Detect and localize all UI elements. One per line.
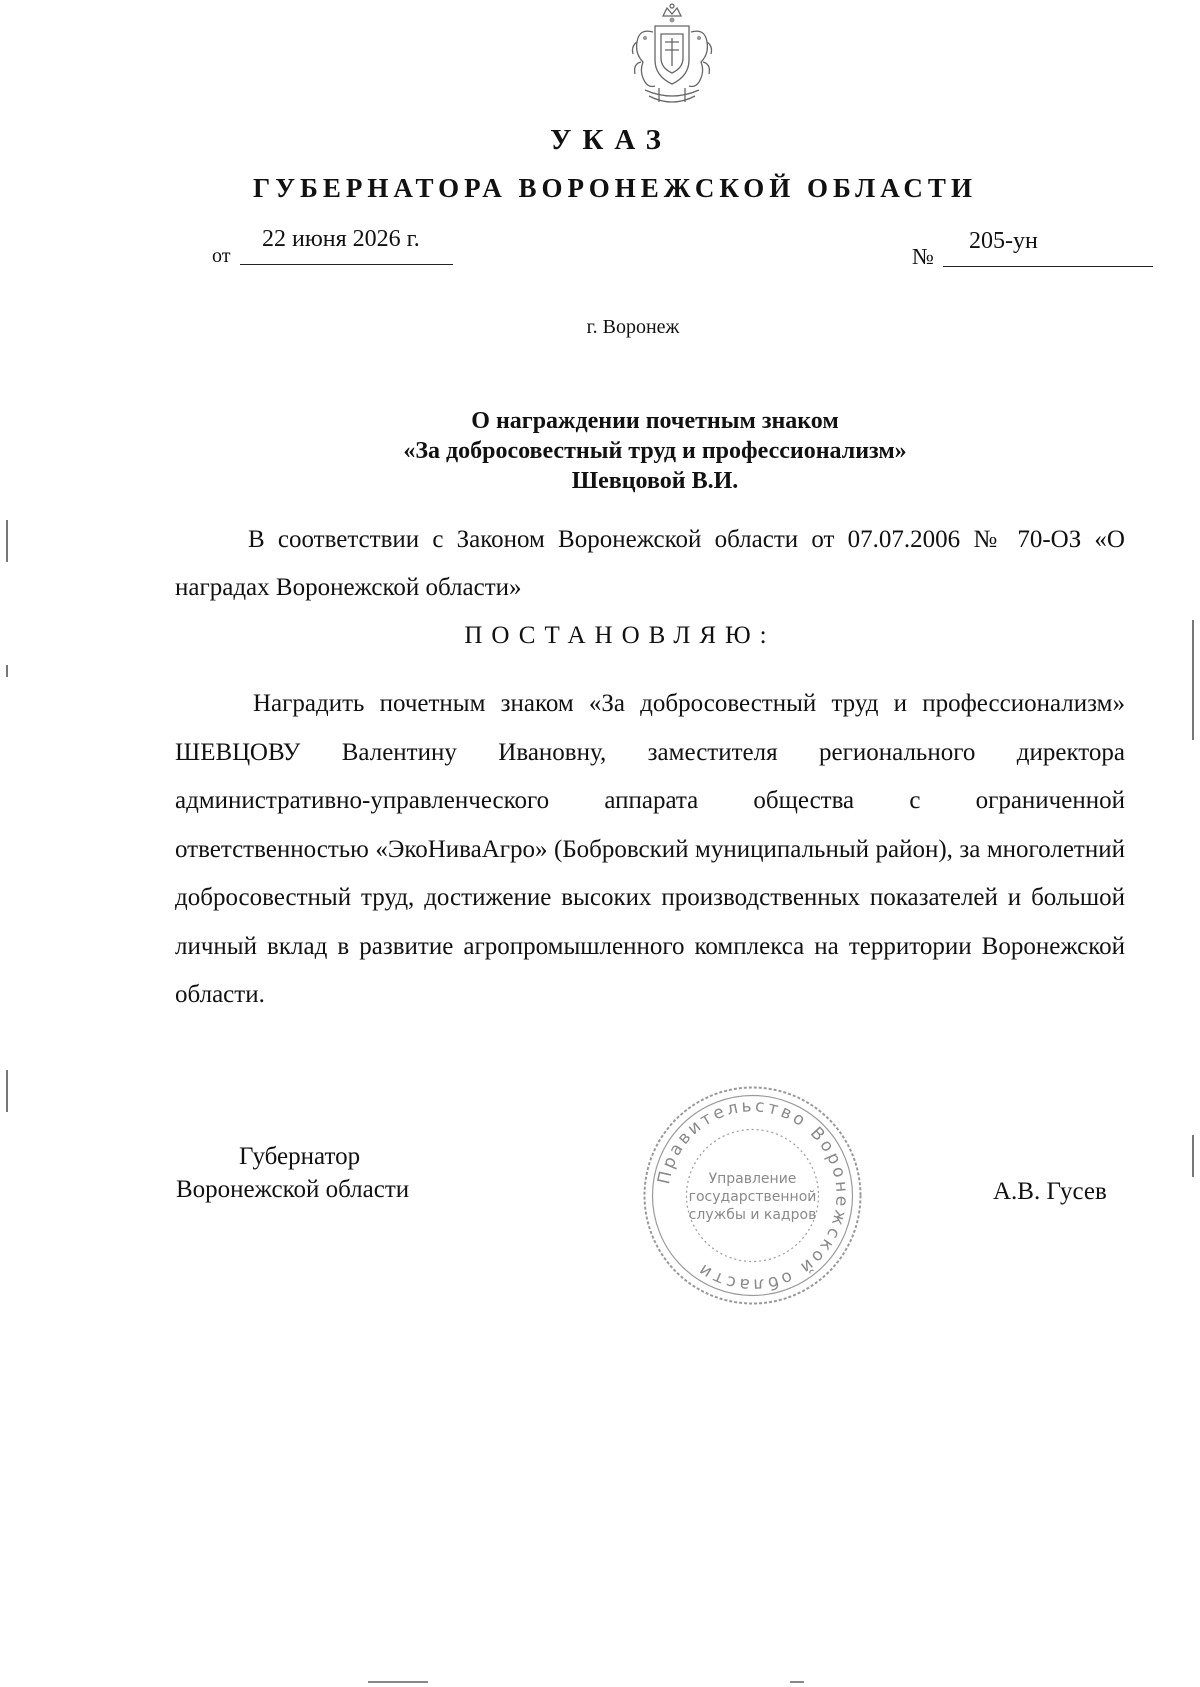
signatory-position-line-1: Губернатор [239, 1143, 361, 1170]
signatory-name: А.В. Гусев [993, 1178, 1107, 1205]
scan-footer-mark [790, 1681, 804, 1683]
number-underline [943, 266, 1153, 267]
subject-line-1: О награждении почетным знаком [471, 408, 839, 434]
decree-word: ПОСТАНОВЛЯЮ: [464, 622, 776, 649]
subject-line-2: «За добросовестный труд и профессионализм» [403, 438, 907, 464]
scan-footer-mark [368, 1681, 428, 1683]
city-line: г. Воронеж [586, 316, 680, 338]
document-number: 205-ун [969, 228, 1038, 254]
basis-paragraph: В соответствии с Законом Воронежской области от 07.07.2006 № 70-ОЗ «О наградах Воронежской области» [175, 526, 1125, 601]
document-type-heading: УКАЗ [550, 124, 672, 156]
date-underline [240, 264, 453, 265]
scan-edge-mark [6, 665, 8, 677]
document-subject [300, 406, 1010, 496]
issuer-heading: ГУБЕРНАТОРА ВОРОНЕЖСКОЙ ОБЛАСТИ [253, 173, 977, 203]
date-prefix: от [212, 245, 231, 267]
subject-line-3: Шевцовой В.И. [571, 468, 739, 494]
scan-edge-mark [6, 520, 8, 562]
seal-ring-text: Правительство Воронежской области [654, 1096, 852, 1295]
scan-edge-mark [1192, 620, 1194, 740]
number-prefix: № [912, 244, 934, 269]
award-paragraph: Наградить почетным знаком «За добросовестный труд и профессионализм» ШЕВЦОВУ Валентину Ивановну, заместителя регионального директора административно-управленческого аппарата общества с ограниченной ответственностью «ЭкоНиваАгро» (Бобровский муниципальный район), за многолетний добросовестный труд, достижение высоких производственных показателей и большой личный вклад в развитие агропромышленного комплекса на территории Воронежской области. [175, 690, 1125, 1008]
signatory-position [176, 1140, 409, 1206]
seal-center-line-1: Управление [708, 1171, 797, 1187]
coat-of-arms-icon [625, 2, 720, 112]
official-seal-stamp [640, 1083, 865, 1308]
seal-center-line-3: службы и кадров [688, 1207, 817, 1223]
signatory-position-line-2: Воронежской области [176, 1176, 410, 1203]
document-date: 22 июня 2026 г. [262, 226, 420, 252]
scan-edge-mark [1192, 1135, 1194, 1177]
scan-edge-mark [6, 1070, 8, 1112]
seal-center-line-2: государственной [688, 1189, 817, 1205]
